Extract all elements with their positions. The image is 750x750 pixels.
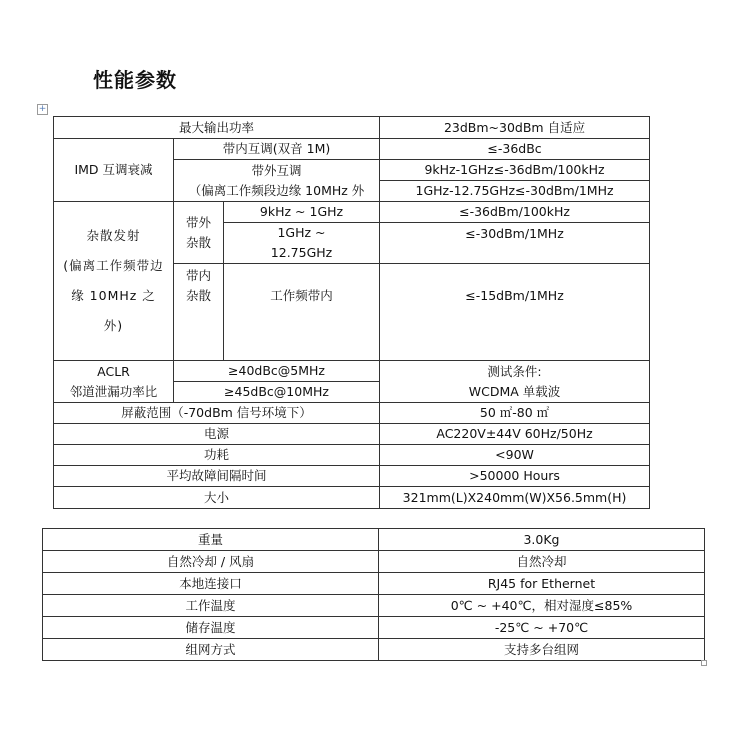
spurious-inband-range: 工作频带内 <box>224 264 380 361</box>
table-row <box>54 445 650 466</box>
spurious-label <box>54 202 174 361</box>
spurious-range-2-line: 1GHz ~ <box>277 225 326 240</box>
imd-label: IMD 互调衰减 <box>54 139 174 202</box>
spurious-label-line: 缘 10MHz 之 <box>71 288 156 303</box>
aclr-value-2: ≥45dBc@10MHz <box>174 382 380 403</box>
table-resize-handle-icon[interactable] <box>701 660 707 666</box>
aclr-value-1: ≥40dBc@5MHz <box>174 361 380 382</box>
spec-label: 重量 <box>43 529 379 551</box>
imd-outband-label-line: 带外互调 <box>251 162 302 178</box>
aclr-label <box>54 361 174 403</box>
table-row <box>43 595 705 617</box>
imd-outband-value: 1GHz-12.75GHz≤-30dBm/1MHz <box>380 181 650 202</box>
table-move-handle-icon[interactable]: + <box>38 104 47 114</box>
aclr-label-line: 邻道泄漏功率比 <box>69 383 158 399</box>
spurious-range-2-line: 12.75GHz <box>270 245 333 260</box>
table-row <box>54 139 650 160</box>
imd-inband-value: ≤-36dBc <box>380 139 650 160</box>
spurious-inband-label <box>174 264 224 361</box>
spurious-range-1-value: ≤-36dBm/100kHz <box>380 202 650 223</box>
spec-label: 组网方式 <box>43 639 379 661</box>
consumption-value: <90W <box>380 445 650 466</box>
table-row <box>54 403 650 424</box>
aclr-condition-line: 测试条件: <box>487 363 542 379</box>
aclr-label-line: ACLR <box>97 363 130 379</box>
size-label: 大小 <box>54 487 380 509</box>
table-row <box>43 573 705 595</box>
spurious-label-line: 外) <box>103 318 124 333</box>
power-value: AC220V±44V 60Hz/50Hz <box>380 424 650 445</box>
spec-value: 3.0Kg <box>379 529 705 551</box>
table-row <box>54 424 650 445</box>
imd-inband-label: 带内互调(双音 1M) <box>174 139 380 160</box>
power-label: 电源 <box>54 424 380 445</box>
spec-label: 储存温度 <box>43 617 379 639</box>
spec-label: 自然冷却 / 风扇 <box>43 551 379 573</box>
spec-value: 自然冷却 <box>379 551 705 573</box>
spec-value: -25℃ ~ +70℃ <box>379 617 705 639</box>
spurious-range-2-value: ≤-30dBm/1MHz <box>380 223 650 264</box>
spurious-range-2 <box>224 223 380 264</box>
spec-label: 本地连接口 <box>43 573 379 595</box>
spurious-outband-label <box>174 202 224 264</box>
table-row <box>54 361 650 382</box>
output-power-label: 最大输出功率 <box>54 117 380 139</box>
spurious-label-line: (偏离工作频带边 <box>63 258 164 273</box>
spurious-inband-label-line: 带内 <box>185 268 211 283</box>
table-row <box>54 117 650 139</box>
table-row <box>43 639 705 661</box>
spurious-outband-label-line: 杂散 <box>185 234 211 250</box>
consumption-label: 功耗 <box>54 445 380 466</box>
table-row <box>54 487 650 509</box>
mtbf-value: >50000 Hours <box>380 466 650 487</box>
shield-label: 屏蔽范围（-70dBm 信号环境下） <box>54 403 380 424</box>
spec-table <box>42 528 705 661</box>
page-title: 性能参数 <box>93 68 177 92</box>
spurious-inband-label-line: 杂散 <box>185 288 211 303</box>
output-power-value: 23dBm~30dBm 自适应 <box>380 117 650 139</box>
spurious-range-1: 9kHz ~ 1GHz <box>224 202 380 223</box>
table-row <box>43 617 705 639</box>
mtbf-label: 平均故障间隔时间 <box>54 466 380 487</box>
table-row <box>54 466 650 487</box>
imd-outband-value: 9kHz-1GHz≤-36dBm/100kHz <box>380 160 650 181</box>
spec-value: 0℃ ~ +40℃，相对湿度≤85% <box>379 595 705 617</box>
spurious-inband-value: ≤-15dBm/1MHz <box>380 264 650 361</box>
imd-outband-label-line: （偏离工作频段边缘 10MHz 外 <box>188 182 365 198</box>
spurious-label-line: 杂散发射 <box>86 228 141 243</box>
shield-value: 50 ㎡-80 ㎡ <box>380 403 650 424</box>
spec-label: 工作温度 <box>43 595 379 617</box>
size-value: 321mm(L)X240mm(W)X56.5mm(H) <box>380 487 650 509</box>
table-row <box>43 551 705 573</box>
table-row <box>43 529 705 551</box>
aclr-condition-line: WCDMA 单载波 <box>468 383 561 399</box>
table-row <box>54 202 650 223</box>
spec-value: 支持多台组网 <box>379 639 705 661</box>
aclr-condition <box>380 361 650 403</box>
spec-value: RJ45 for Ethernet <box>379 573 705 595</box>
spurious-outband-label-line: 带外 <box>185 214 211 230</box>
imd-outband-label <box>174 160 380 202</box>
performance-table <box>53 116 650 509</box>
